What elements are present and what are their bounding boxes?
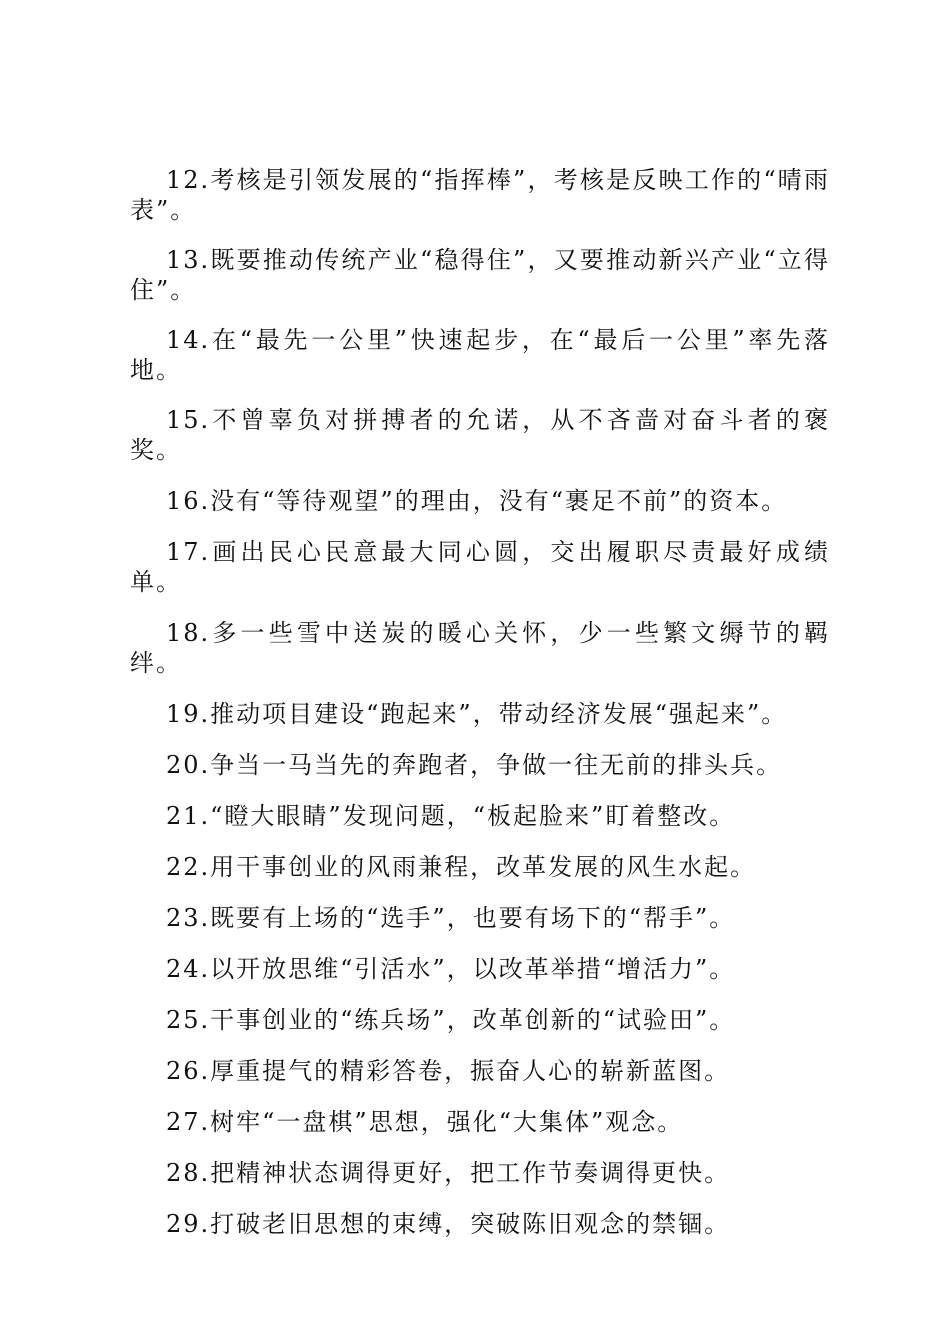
list-item: 21.“瞪大眼睛”发现问题，“板起脸来”盯着整改。: [166, 802, 736, 830]
list-item: 28.把精神状态调得更好，把工作节奏调得更快。: [166, 1159, 731, 1187]
phrase-list: [130, 165, 830, 1260]
list-item: 20.争当一马当先的奔跑者，争做一往无前的排头兵。: [166, 751, 783, 779]
list-item: 19.推动项目建设“跑起来”，带动经济发展“强起来”。: [166, 700, 788, 728]
list-item: 24.以开放思维“引活水”，以改革举措“增活力”。: [166, 955, 736, 983]
list-item: 23.既要有上场的“选手”，也要有场下的“帮手”。: [166, 904, 736, 932]
list-item: 25.干事创业的“练兵场”，改革创新的“试验田”。: [166, 1006, 736, 1034]
list-item: 15.不曾辜负对拼搏者的允诺，从不吝啬对奋斗者的褒奖。: [130, 406, 830, 464]
list-item: 18.多一些雪中送炭的暖心关怀，少一些繁文缛节的羁绊。: [130, 619, 830, 677]
list-item: 12.考核是引领发展的“指挥棒”，考核是反映工作的“晴雨表”。: [130, 166, 830, 224]
list-item: 16.没有“等待观望”的理由，没有“裹足不前”的资本。: [166, 487, 788, 515]
list-item: 13.既要推动传统产业“稳得住”，又要推动新兴产业“立得住”。: [130, 246, 830, 304]
list-item: 17.画出民心民意最大同心圆，交出履职尽责最好成绩单。: [130, 538, 830, 596]
list-item: 29.打破老旧思想的束缚，突破陈旧观念的禁锢。: [166, 1210, 731, 1238]
list-item: 22.用干事创业的风雨兼程，改革发展的风生水起。: [166, 853, 757, 881]
list-item: 27.树牢“一盘棋”思想，强化“大集体”观念。: [166, 1108, 684, 1136]
list-item: 26.厚重提气的精彩答卷，振奋人心的崭新蓝图。: [166, 1057, 731, 1085]
list-item: 14.在“最先一公里”快速起步，在“最后一公里”率先落地。: [130, 326, 830, 384]
